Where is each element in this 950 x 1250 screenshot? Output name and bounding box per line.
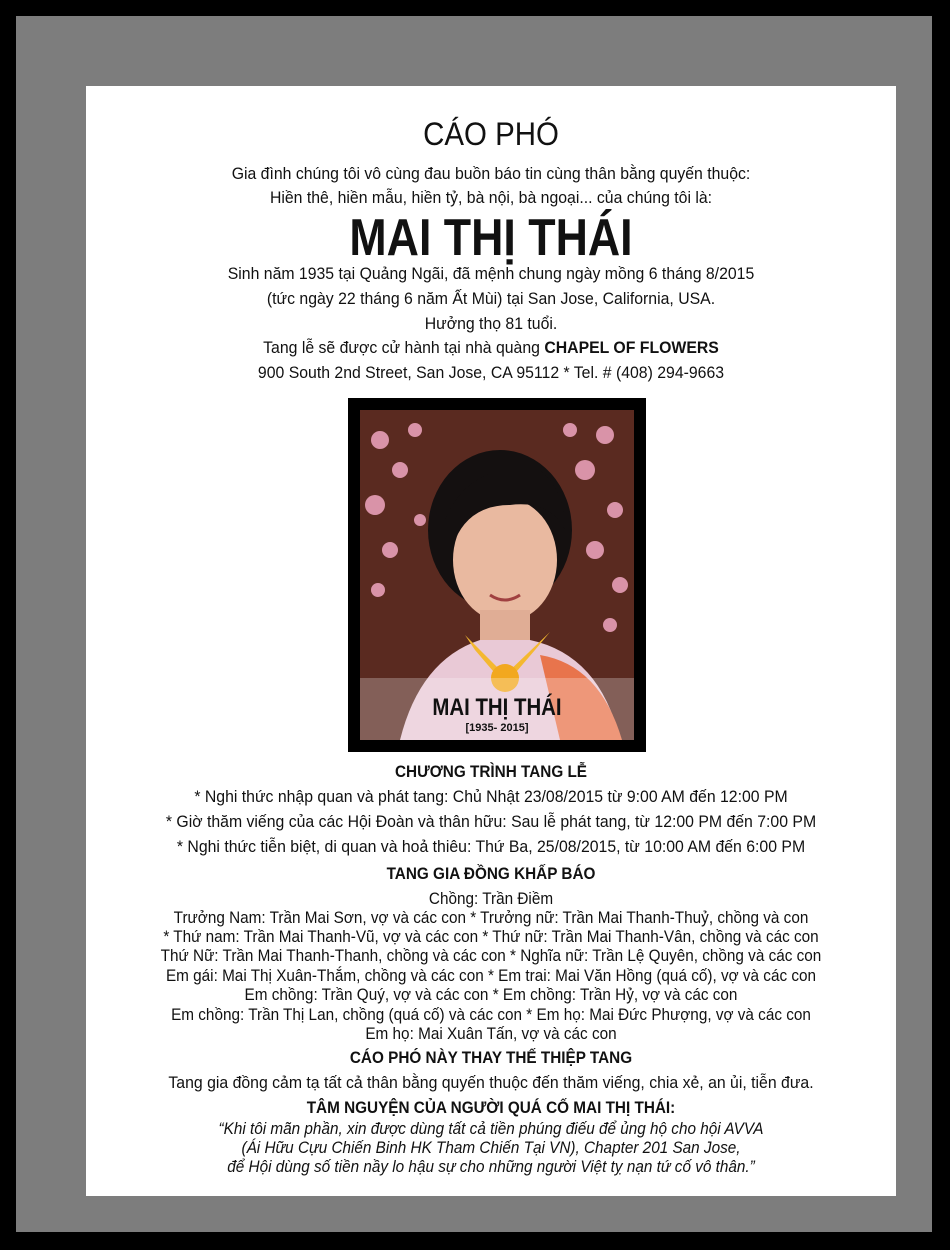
portrait-caption-name: MAI THỊ THÁI [432, 694, 562, 721]
obituary-page [86, 86, 896, 1196]
intro-line-2: Hiền thê, hiền mẫu, hiền tỷ, bà nội, bà ngoại... của chúng tôi là: [269, 188, 713, 207]
family-line: Chồng: Trần Điềm [428, 889, 554, 908]
birth-death-line: Sinh năm 1935 tại Quảng Ngãi, đã mệnh chung ngày mồng 6 tháng 8/2015 [227, 264, 755, 283]
funeral-line [114, 338, 867, 358]
family-line: Em họ: Mai Xuân Tấn, vợ và các con [365, 1024, 617, 1043]
notice-text: Tang gia đồng cảm tạ tất cả thân bằng quyến thuộc đến thăm viếng, chia xẻ, an ủi, tiễn đưa. [168, 1073, 814, 1092]
age-line: Hưởng thọ 81 tuổi. [424, 314, 558, 333]
portrait-photo [360, 410, 634, 740]
wish-line: (Ái Hữu Cựu Chiến Binh HK Tham Chiến Tại VN), Chapter 201 San Jose, [241, 1138, 741, 1157]
wish-heading: TÂM NGUYỆN CỦA NGƯỜI QUÁ CỐ MAI THỊ THÁI: [306, 1098, 676, 1117]
program-heading: CHƯƠNG TRÌNH TANG LỄ [394, 762, 588, 781]
program-item: * Nghi thức nhập quan và phát tang: Chủ Nhật 23/08/2015 từ 9:00 AM đến 12:00 PM [194, 787, 788, 806]
program-item: * Nghi thức tiễn biệt, di quan và hoả thiêu: Thứ Ba, 25/08/2015, từ 10:00 AM đến 6:00 PM [176, 837, 806, 856]
portrait-illustration [360, 410, 634, 740]
wish-line: để Hội dùng số tiền nầy lo hậu sự cho những người Việt tỵ nạn tứ cố vô thân.” [227, 1157, 755, 1176]
family-line: Em chồng: Trần Thị Lan, chồng (quá cố) và các con * Em họ: Mai Đức Phượng, vợ và các con [171, 1005, 811, 1024]
wish-line: “Khi tôi mãn phần, xin được dùng tất cả tiền phúng điếu để ủng hộ cho hội AVVA [218, 1119, 764, 1138]
lunar-date-line: (tức ngày 22 tháng 6 năm Ất Mùi) tại San Jose, California, USA. [266, 289, 716, 308]
family-line: * Thứ nam: Trần Mai Thanh-Vũ, vợ và các con * Thứ nữ: Trần Mai Thanh-Vân, chồng và các con [163, 927, 819, 946]
portrait-caption-years: [1935- 2015] [465, 722, 529, 734]
intro-line-1: Gia đình chúng tôi vô cùng đau buồn báo tin cùng thân bằng quyến thuộc: [231, 164, 751, 183]
family-heading: TANG GIA ĐỒNG KHẤP BÁO [386, 864, 596, 883]
portrait-frame [348, 398, 646, 752]
funeral-prefix: Tang lễ sẽ được cử hành tại nhà quàng [263, 338, 545, 357]
address-line: 900 South 2nd Street, San Jose, CA 95112 * Tel. # (408) 294-9663 [257, 363, 725, 382]
program-item: * Giờ thăm viếng của các Hội Đoàn và thân hữu: Sau lễ phát tang, từ 12:00 PM đến 7:00 PM [165, 812, 817, 831]
family-line: Trưởng Nam: Trần Mai Sơn, vợ và các con * Trưởng nữ: Trần Mai Thanh-Thuỷ, chồng và con [173, 908, 809, 927]
family-line: Em chồng: Trần Quý, vợ và các con * Em chồng: Trần Hỷ, vợ và các con [244, 985, 738, 1004]
funeral-home: CHAPEL OF FLOWERS [544, 338, 719, 357]
page-title: CÁO PHÓ [423, 116, 559, 152]
deceased-name: MAI THỊ THÁI [349, 209, 633, 267]
gray-frame [16, 16, 932, 1232]
family-line: Thứ Nữ: Trần Mai Thanh-Thanh, chồng và các con * Nghĩa nữ: Trần Lệ Quyên, chồng và các con [160, 946, 822, 965]
notice-heading: CÁO PHÓ NÀY THAY THẾ THIỆP TANG [349, 1048, 633, 1067]
family-line: Em gái: Mai Thị Xuân-Thắm, chồng và các con * Em trai: Mai Văn Hồng (quá cố), vợ và các con [165, 966, 817, 985]
